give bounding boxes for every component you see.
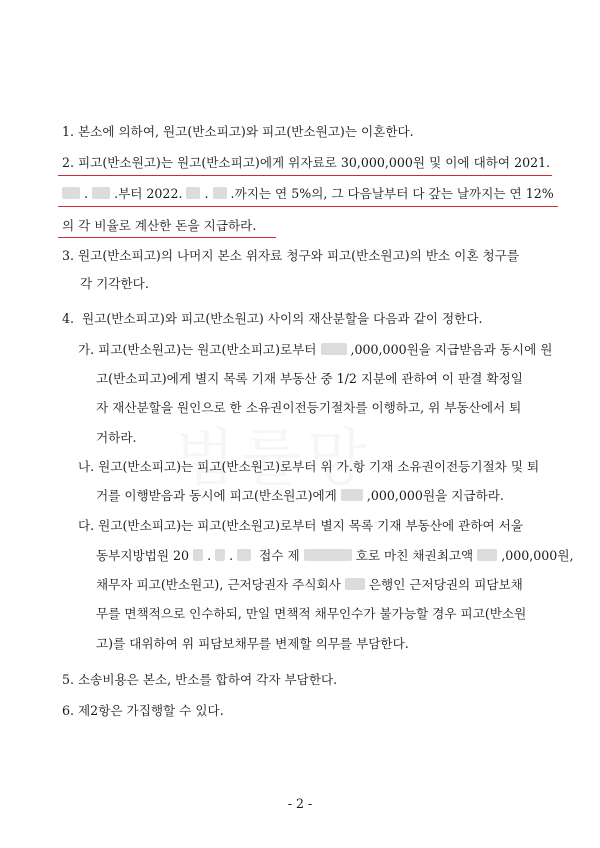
redacted-block (92, 187, 110, 199)
item-2-line-2: . .부터 2022. . .까지는 연 5%의, 그 다음날부터 다 갚는 날까지는 연 12% (62, 186, 554, 202)
redacted-block (237, 549, 251, 561)
redacted-block (193, 549, 203, 561)
watermark (175, 408, 373, 497)
item-3-line-2: 각 기각한다. (80, 276, 149, 291)
item-2-line-3: 의 각 비율로 계산한 돈을 지급하라. (62, 218, 257, 233)
item-4-na-line-2: 거를 이행받음과 동시에 피고(반소원고)에게 ,000,000원을 지급하라. (96, 488, 504, 503)
redacted-block (213, 187, 227, 199)
item-4-ga-line-1: 가. 피고(반소원고)는 원고(반소피고)로부터 ,000,000원을 지급받음과 동시에 원 (78, 342, 553, 357)
item-3-line-1: 3. 원고(반소피고)의 나머지 본소 위자료 청구와 피고(반소원고)의 반소 이혼 청구를 (62, 248, 519, 263)
item-4-da-line-5: 고)를 대위하여 위 피담보채무를 변제할 의무를 부담한다. (96, 636, 409, 651)
item-6: 6. 제2항은 가집행할 수 있다. (62, 703, 224, 718)
item-5: 5. 소송비용은 본소, 반소를 합하여 각자 부담한다. (62, 672, 338, 687)
red-underline-3 (58, 237, 276, 238)
redacted-block (345, 578, 365, 590)
redacted-block (477, 549, 497, 561)
red-underline-1 (58, 175, 552, 176)
item-4: 4. 원고(반소피고)와 피고(반소원고) 사이의 재산분할을 다음과 같이 정한다. (62, 311, 483, 326)
item-4-ga-line-4: 거하라. (96, 430, 137, 445)
redacted-block (62, 187, 80, 199)
item-4-ga-line-3: 자 재산분할을 원인으로 한 소유권이전등기절차를 이행하고, 위 부동산에서 퇴 (96, 400, 522, 415)
page-number: - 2 - (287, 796, 313, 811)
redacted-block (321, 343, 347, 355)
redacted-block (304, 549, 352, 561)
item-4-da-line-3: 채무자 피고(반소원고), 근저당권자 주식회사 은행인 근저당권의 피담보채 (96, 577, 523, 592)
item-4-da-line-1: 다. 원고(반소피고)는 피고(반소원고)로부터 별지 목록 기재 부동산에 관하여 서울 (78, 518, 523, 533)
redacted-block (341, 489, 363, 501)
item-1: 1. 본소에 의하여, 원고(반소피고)와 피고(반소원고)는 이혼한다. (62, 124, 414, 139)
item-4-da-line-2: 동부지방법원 20 . . 접수 제 호로 마친 채권최고액 ,000,000원, (96, 548, 574, 563)
redacted-block (186, 187, 200, 199)
item-2-line-1: 2. 피고(반소원고)는 원고(반소피고)에게 위자료로 30,000,000원 및 이에 대하여 2021. (62, 155, 551, 170)
item-4-da-line-4: 무를 면책적으로 인수하되, 만일 면책적 채무인수가 불가능할 경우 피고(반소원 (96, 606, 527, 621)
red-underline-2 (58, 206, 558, 207)
item-4-na-line-1: 나. 원고(반소피고)는 피고(반소원고)로부터 위 가.항 기재 소유권이전등기절차 및 퇴 (78, 459, 540, 474)
item-4-ga-line-2: 고(반소피고)에게 별지 목록 기재 부동산 중 1/2 지분에 관하여 이 판결 확정일 (96, 371, 523, 386)
redacted-block (215, 549, 225, 561)
